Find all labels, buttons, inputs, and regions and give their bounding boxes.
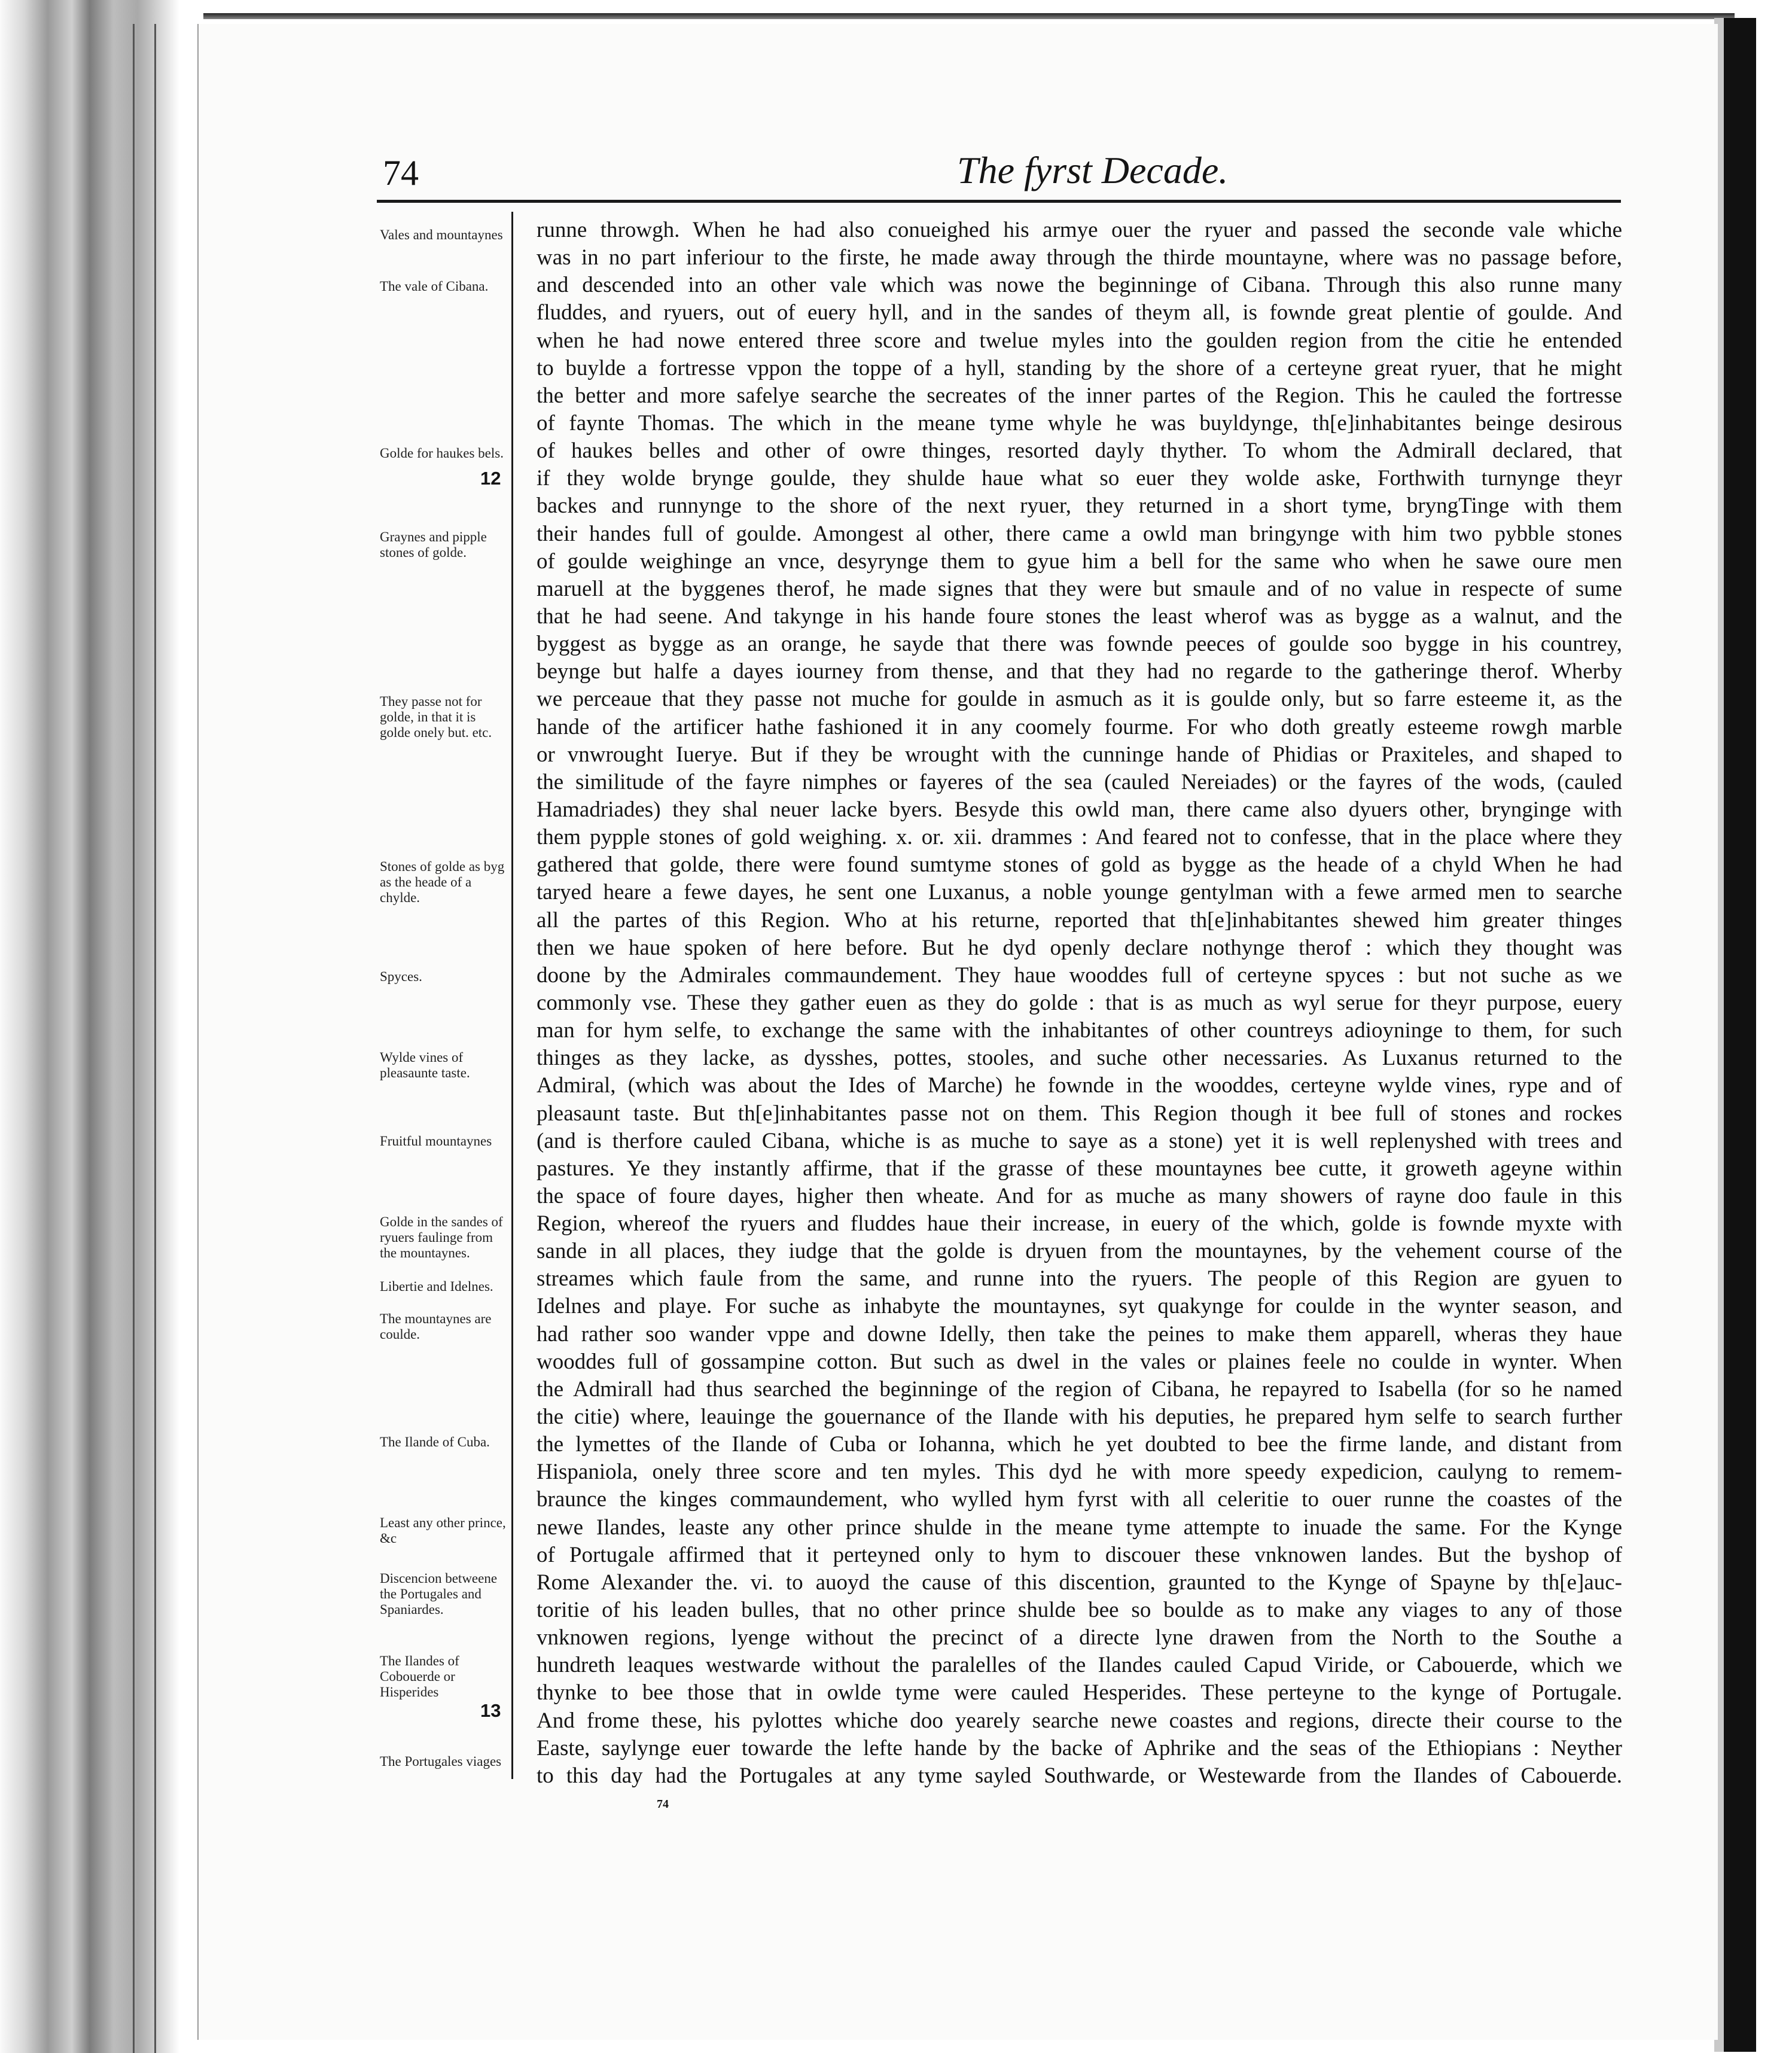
text-line: Idelnes and playe. For suche as inhabyte the mountaynes, syt quakynge for coulde in the wynter season, and — [537, 1294, 1622, 1319]
text-line: of haukes belles and other of owre thinges, resorted dayly thyther. To whom the Admirall declared, that — [537, 438, 1622, 464]
text-line: And frome these, his pylottes whiche doo yearely searche newe coastes and regions, directe their course to the — [537, 1708, 1622, 1733]
text-line: maruell at the byggenes therof, he made signes that they were but smaule and of no value in respecte of sume — [537, 576, 1622, 601]
text-line: of Portugale affirmed that it perteyned only to hym to discouer these vnknowen landes. But the byshop of — [537, 1542, 1622, 1567]
margin-note: The Ilande of Cuba. — [380, 1434, 490, 1449]
text-line: Admiral, (which was about the Ides of Marche) he fownde in the wooddes, certeyne wylde vines, rype and of — [537, 1073, 1622, 1098]
margin-note: The mountaynes are coulde. — [380, 1311, 492, 1342]
margin-note: Least any other prince, &c — [380, 1515, 506, 1546]
text-line: (and is therfore cauled Cibana, whiche is as muche to saye as a stone) yet it is well replenyshed with trees and — [537, 1128, 1622, 1153]
binding-line — [133, 24, 135, 2053]
text-line: was in no part inferiour to the firste, he made away through the thirde mountayne, where was no passage before, — [537, 245, 1622, 270]
margin-note: Graynes and pipple stones of golde. — [380, 529, 487, 560]
text-line: Region, whereof the ryuers and fluddes haue their increase, in euery of the which, golde is fownde myxte with — [537, 1211, 1622, 1236]
text-line: wooddes full of gossampine cotton. But such as dwel in the vales or plaines feele no coulde in wynter. When — [537, 1349, 1622, 1374]
text-line: all the partes of this Region. Who at his returne, reported that th[e]inhabitantes shewed him greater thinges — [537, 907, 1622, 933]
margin-note: The Portugales viages — [380, 1754, 502, 1769]
text-line: of faynte Thomas. The which in the meane tyme whyle he was buyldynge, th[e]inhabitantes beinge desirous — [537, 410, 1622, 435]
text-line: vnknowen regions, lyenge without the precinct of a directe lyne drawen from the North to the Southe a — [537, 1625, 1622, 1650]
text-line: fluddes, and ryuers, out of euery hyll, and in the sandes of theym all, is fownde great plentie of goulde. And — [537, 300, 1622, 325]
margin-note: Discencion betweene the Portugales and Spaniardes. — [380, 1571, 498, 1617]
text-line: them pypple stones of gold weighing. x. or. xii. drammes : And feared not to confesse, that in the place where they — [537, 825, 1622, 850]
text-line: pastures. Ye they instantly affirme, that if the grasse of these mountaynes bee cutte, it groweth ageyne within — [537, 1156, 1622, 1181]
text-line: the lymettes of the Ilande of Cuba or Iohanna, which he yet doubted to bee the firme lande, and distant from — [537, 1432, 1622, 1457]
text-line: Hamadriades) they shal neuer lacke byers. Besyde this owld man, there came also dyuers other, brynginge with — [537, 797, 1622, 822]
running-head: The fyrst Decade. — [957, 149, 1229, 191]
text-line: the citie) where, leauinge the gouernance of the Ilande with his deputies, he prepared hym selfe to search further — [537, 1405, 1622, 1430]
margin-note: They passe not for golde, in that it is golde onely but. etc. — [380, 694, 492, 740]
margin-note: Fruitful mountaynes — [380, 1134, 492, 1149]
text-line: runne throwgh. When he had also conueighed his armye ouer the ryuer and passed the seconde vale whiche — [537, 218, 1622, 242]
margin-note: Libertie and Idelnes. — [380, 1279, 493, 1294]
margin-note: Spyces. — [380, 969, 422, 984]
text-line: we perceaue that they passe not muche for goulde in asmuch as it is goulde only, but so farre esteeme it, as the — [537, 687, 1622, 712]
text-line: streames which faule from the same, and runne into the ryuers. The people of this Region are gyuen to — [537, 1266, 1622, 1291]
text-line: when he had nowe entered three score and twelue myles into the goulden region from the citie he entended — [537, 328, 1622, 353]
text-line: thinges as they lacke, as dysshes, pottes, stooles, and suche other necessaries. As Luxanus returned to the — [537, 1046, 1622, 1071]
margin-number: 12 — [480, 468, 501, 489]
text-line: to buylde a fortresse vppon the toppe of a hyll, standing by the shore of a certeyne great ryuer, that he might — [537, 355, 1622, 380]
margin-note: The Ilandes of Cobouerde or Hisperides — [380, 1653, 459, 1699]
text-line: the similitude of the fayre nimphes or fayeres of the sea (cauled Nereiades) or the fayres of the wods, (cauled — [537, 769, 1622, 794]
text-line: braunce the kinges commaundement, who wylled hym fyrst with all celeritie to ouer runne the coastes of the — [537, 1487, 1622, 1512]
text-line: the Admirall had thus searched the beginninge of the region of Cibana, he repayred to Isabella (for so he named — [537, 1376, 1622, 1402]
text-line: hande of the artificer hathe fashioned it in any coomely fourme. For who doth greatly esteeme rowgh marble — [537, 714, 1622, 739]
text-line: had rather soo wander vppe and downe Idelly, then take the peines to make them apparell, wheras they haue — [537, 1321, 1622, 1347]
text-line: Rome Alexander the. vi. to auoyd the cause of this discention, graunted to the Kynge of Spayne by th[e]auc- — [537, 1570, 1622, 1595]
margin-rule — [511, 212, 513, 1779]
text-line: if they wolde brynge goulde, they shulde haue what so euer they wolde aske, Forthwith turnynge theyr — [537, 466, 1622, 491]
margin-note: The vale of Cibana. — [380, 279, 489, 294]
margin-note: Golde in the sandes of ryuers faulinge from the mountaynes. — [380, 1214, 503, 1260]
text-line: newe Ilandes, leaste any other prince shulde in the meane tyme attempte to inuade the same. For the Kynge — [537, 1515, 1622, 1540]
margin-note: Stones of golde as byg as the heade of a chylde. — [380, 859, 505, 905]
text-line: Easte, saylynge euer towarde the lefte hande by the backe of Aphrike and the seas of the Ethiopians : Neyther — [537, 1735, 1622, 1760]
text-line: commonly vse. These they gather euen as they do golde : that is as much as wyl serue for theyr purpose, euery — [537, 990, 1622, 1015]
body-text — [537, 217, 1622, 1790]
text-line: or vnwrought Iuerye. But if they be wrought with the cunninge hande of Phidias or Praxiteles, and shaped to — [537, 742, 1622, 767]
text-line: hundreth leaques westwarde without the paralelles of the Ilandes cauled Capud Viride, or Cabouerde, which we — [537, 1653, 1622, 1678]
text-line: of goulde weighinge an vnce, desyrynge them to gyue him a bell for the same who when he sawe oure men — [537, 549, 1622, 574]
text-line: the better and more safelye searche the secreates of the inner partes of the Region. This he cauled the fortresse — [537, 383, 1622, 408]
text-line: to this day had the Portugales at any tyme sayled Southwarde, or Westewarde from the Ilandes of Cabouerde. — [537, 1763, 1622, 1788]
binding-line — [154, 24, 156, 2053]
text-line: pleasaunt taste. But th[e]inhabitantes passe not on them. This Region though it bee full of stones and rockes — [537, 1101, 1622, 1126]
text-line: their handes full of goulde. Amongest al other, there came a owld man bringynge with him two pybble stones — [537, 521, 1622, 546]
margin-note: Golde for haukes bels. — [380, 446, 504, 461]
text-line: gathered that golde, there were found sumtyme stones of gold as bygge as the heade of a chyld When he had — [537, 852, 1622, 878]
text-line: the space of foure dayes, higher then wheate. And for as muche as many showers of rayne doo faule in this — [537, 1183, 1622, 1208]
margin-note: Vales and mountaynes — [380, 227, 503, 242]
text-line: doone by the Admirales commaundement. They haue wooddes full of certeyne spyces : but not suche as we — [537, 962, 1622, 988]
text-line: that he had seene. And takynge in his hande foure stones the least wherof was as bygge as a walnut, and the — [537, 604, 1622, 629]
book-binding — [0, 0, 179, 2053]
margin-note: Wylde vines of pleasaunte taste. — [380, 1050, 470, 1080]
text-line: Hispaniola, onely three score and ten myles. This dyd he with more speedy expedicion, caulyng to remem- — [537, 1460, 1622, 1485]
text-line: beynge but halfe a dayes iourney from thense, and that they had no regarde to the gatheringe therof. Wherby — [537, 659, 1622, 684]
text-line: man for hym selfe, to exchange the same with the inhabitantes of other countreys adioyninge to them, for such — [537, 1018, 1622, 1043]
page-number: 74 — [383, 153, 419, 193]
text-line: and descended into an other vale which was nowe the beginninge of Cibana. Through this also runne many — [537, 273, 1622, 298]
page-top-edge — [203, 13, 1735, 19]
signature-mark: 74 — [657, 1798, 669, 1811]
text-line: thynke to bee those that in owlde tyme were cauled Hesperides. These perteyne to the kynge of Portugale. — [537, 1680, 1622, 1705]
margin-number: 13 — [480, 1700, 501, 1721]
text-line: toritie of his leaden bulles, that no other prince shulde bee so boulde as to make any viages to any of those — [537, 1598, 1622, 1623]
scan-right-border — [1724, 18, 1756, 2052]
text-line: byggest as bygge as an orange, he sayde that there was fownde peeces of goulde soo bygge in his countrey, — [537, 632, 1622, 657]
text-line: then we haue spoken of here before. But he dyd openly declare nothynge therof : which they thought was — [537, 935, 1622, 960]
header-rule — [377, 200, 1621, 203]
text-line: sande in all places, they iudge that the golde is dryuen from the mountaynes, by the vehement course of the — [537, 1239, 1622, 1264]
text-line: taryed heare a fewe dayes, he sent one Luxanus, a noble younge gentylman with a fewe armed men to searche — [537, 880, 1622, 905]
text-line: backes and runnynge to the shore of the next ryuer, they returned in a short tyme, bryngTinge with them — [537, 494, 1622, 519]
